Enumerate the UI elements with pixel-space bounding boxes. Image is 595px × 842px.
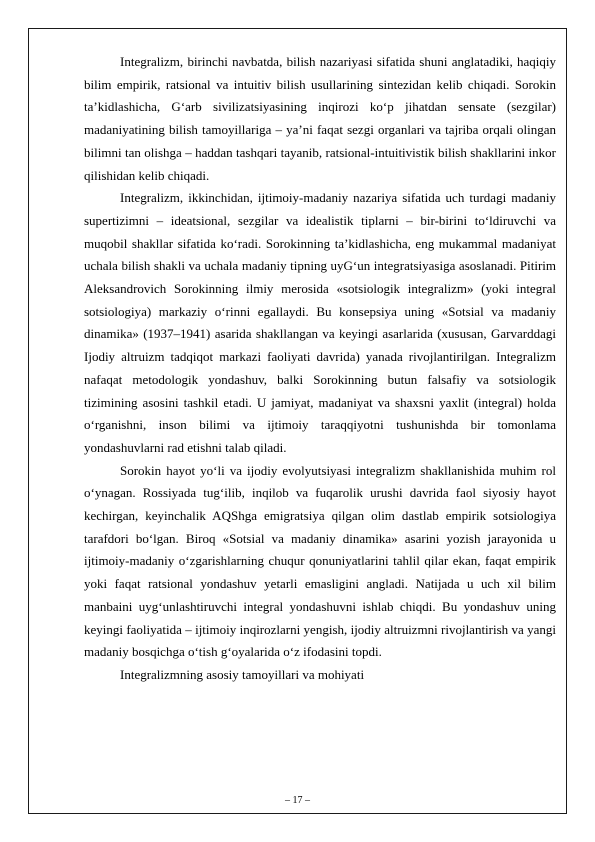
paragraph-1: Integralizm, birinchi navbatda, bilish nazariyasi sifatida shuni anglatadiki, haqiqiy bilim empirik, ratsional va intuitiv bilish usullarining sintezidan kelib chiqadi. Sorokin ta’kidlashicha, G‘arb sivilizatsiyasining inqirozi ko‘p jihatdan sensate (sezgilar) madaniyatining bilish tamoyillariga – ya’ni faqat sezgi organlari va tajriba orqali olingan bilimni tan olishga – haddan tashqari tayanib, ratsional-intuitivistik bilish shakllarini inkor qilishidan kelib chiqadi. — [84, 54, 556, 183]
document-body — [84, 51, 556, 687]
paragraph-3: Sorokin hayot yo‘li va ijodiy evolyutsiyasi integralizm shakllanishida muhim rol o‘ynagan. Rossiyada tug‘ilib, inqilob va fuqarolik urushi davrida faol siyosiy hayot kechirgan, keyinchalik AQShga emigratsiya qilgan olim dastlab empirik sotsiologiya tarafdori bo‘lgan. Biroq «Sotsial va madaniy dinamika» asarini yozish jarayonida u ijtimoiy-madaniy o‘zgarishlarning chuqur qonuniyatlarini tahlil qilar ekan, faqat empirik yoki faqat ratsional yondashuv yetarli emasligini angladi. Natijada u uch xil bilim manbaini uyg‘unlashtiruvchi integral yondashuvni ishlab chiqdi. Bu yondashuv uning keyingi faoliyatida – ijtimoiy inqirozlarni yengish, ijodiy altruizmni rivojlantirish va yangi madaniy bosqichga o‘tish g‘oyalarida o‘z ifodasini topdi. — [84, 462, 556, 660]
paragraph-2: Integralizm, ikkinchidan, ijtimoiy-madaniy nazariya sifatida uch turdagi madaniy supertizimni – ideatsional, sezgilar va idealistik tiplarni – bir-birini to‘ldiruvchi va muqobil shakllar sifatida ko‘radi. Sorokinning ta’kidlashicha, eng mukammal madaniyat uchala bilish shakli va uchala madaniy tipning uyG‘un integratsiyasiga asoslanadi. Pitirim Aleksandrovich Sorokinning ilmiy merosida «sotsiologik integralizm» (yoki integral sotsiologiya) markaziy o‘rinni egallaydi. Bu konsepsiya uning «Sotsial va madaniy dinamika» (1937–1941) asarida shakllangan va keyingi asarlarida (xususan, Garvarddagi Ijodiy altruizm tadqiqot markazi faoliyati davrida) yanada rivojlantirilgan. Integralizm nafaqat metodologik yondashuv, balki Sorokinning butun falsafiy va sotsiologik tizimining asosini tashkil etadi. U jamiyat, madaniyat va shaxsni yaxlit (integral) holda o‘rganishni, inson bilimi va ijtimoiy taraqqiyotni tushunishda bir tomonlama yondashuvlarni rad etishni talab qiladi. — [84, 190, 556, 455]
page-number: – 17 – — [285, 795, 310, 806]
section-heading: Integralizmning asosiy tamoyillari va mohiyati — [120, 666, 365, 682]
